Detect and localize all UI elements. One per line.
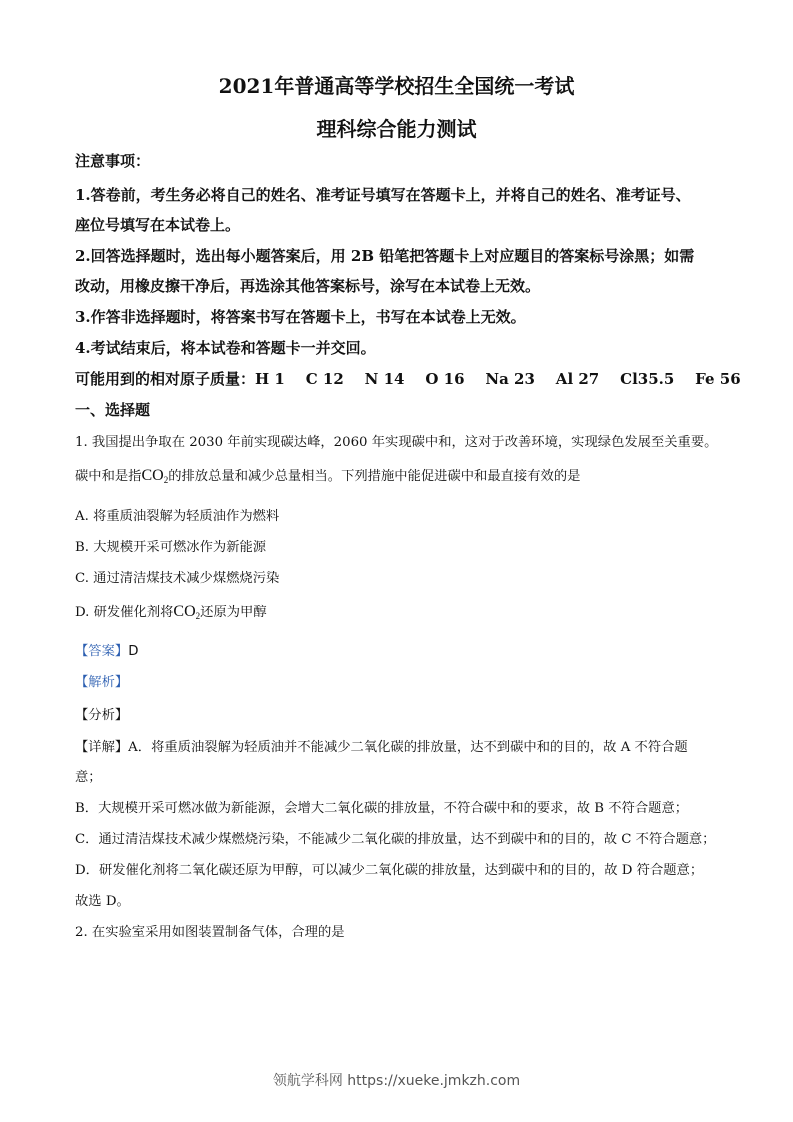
co2-formula: $CO_2$ bbox=[173, 603, 201, 621]
notice-item-4: 4.考试结束后，将本试卷和答题卡一并交回。 bbox=[75, 339, 376, 357]
fenxi-tag: 【分析】 bbox=[75, 708, 129, 723]
answer-tag: 【答案】 bbox=[75, 644, 129, 659]
q1-stem-post: 的排放总量和减少总量相当。下列措施中能促进碳中和最直接有效的是 bbox=[168, 469, 581, 484]
q1-option-a: A. 将重质油裂解为轻质油作为燃料 bbox=[75, 509, 280, 524]
notice-item-2-line-1: 2.回答选择题时，选出每小题答案后，用 2B 铅笔把答题卡上对应题目的答案标号涂黑；如需 bbox=[75, 247, 695, 265]
q1-answer bbox=[75, 640, 718, 659]
analysis-tag: 【解析】 bbox=[75, 675, 129, 690]
detail-d: D．研发催化剂将二氧化碳还原为甲醇，可以减少二氧化碳的排放量，达到碳中和的目的，故 D 符合题意； bbox=[75, 863, 704, 878]
q1-stem-pre: 碳中和是指 bbox=[75, 469, 142, 484]
atomic-masses: 可能用到的相对原子质量：H 1 C 12 N 14 O 16 Na 23 Al 27 Cl35.5 Fe 56 bbox=[75, 370, 741, 388]
notice-item-2-line-2: 改动，用橡皮擦干净后，再选涂其他答案标号，涂写在本试卷上无效。 bbox=[75, 277, 541, 295]
footer-watermark[interactable]: 领航学科网 https://xueke.jmkzh.com bbox=[272, 1073, 521, 1089]
section-heading: 一、选择题 bbox=[75, 401, 151, 419]
notice-item-1-line-2: 座位号填写在本试卷上。 bbox=[75, 216, 241, 234]
conclusion: 故选 D。 bbox=[75, 894, 130, 909]
detail-line-2: 意； bbox=[75, 770, 102, 785]
detail-b: B．大规模开采可燃冰做为新能源，会增大二氧化碳的排放量，不符合碳中和的要求，故 B 不符合题意； bbox=[75, 801, 689, 816]
q1-option-b: B. 大规模开采可燃冰作为新能源 bbox=[75, 540, 267, 555]
q2-stem: 2. 在实验室采用如图装置制备气体，合理的是 bbox=[75, 925, 345, 940]
answer-value: D bbox=[128, 644, 139, 659]
exam-title: 2021年普通高等学校招生全国统一考试 bbox=[218, 74, 575, 98]
notice-item-3: 3.作答非选择题时，将答案书写在答题卡上，书写在本试卷上无效。 bbox=[75, 308, 526, 326]
q1-stem-line-2 bbox=[75, 465, 718, 485]
q1-stem-line-1: 1. 我国提出争取在 2030 年前实现碳达峰，2060 年实现碳中和，这对于改善环境，实现绿色发展至关重要。 bbox=[75, 435, 718, 450]
notice-item-1-line-1: 1.答卷前，考生务必将自己的姓名、准考证号填写在答题卡上，并将自己的姓名、准考证号、 bbox=[75, 186, 691, 204]
exam-subtitle: 理科综合能力测试 bbox=[316, 117, 477, 141]
detail-line-1: 【详解】A．将重质油裂解为轻质油并不能减少二氧化碳的排放量，达不到碳中和的目的，故 A 不符合题 bbox=[75, 740, 688, 755]
co2-formula: $CO_2$ bbox=[141, 467, 169, 485]
q1-option-d: D. 研发催化剂将$CO_2$还原为甲醇 bbox=[75, 603, 267, 621]
q1-option-c: C. 通过清洁煤技术减少煤燃烧污染 bbox=[75, 571, 280, 586]
detail-c: C．通过清洁煤技术减少煤燃烧污染，不能减少二氧化碳的排放量，达不到碳中和的目的，故 C 不符合题意； bbox=[75, 832, 716, 847]
notice-heading: 注意事项： bbox=[75, 152, 151, 170]
